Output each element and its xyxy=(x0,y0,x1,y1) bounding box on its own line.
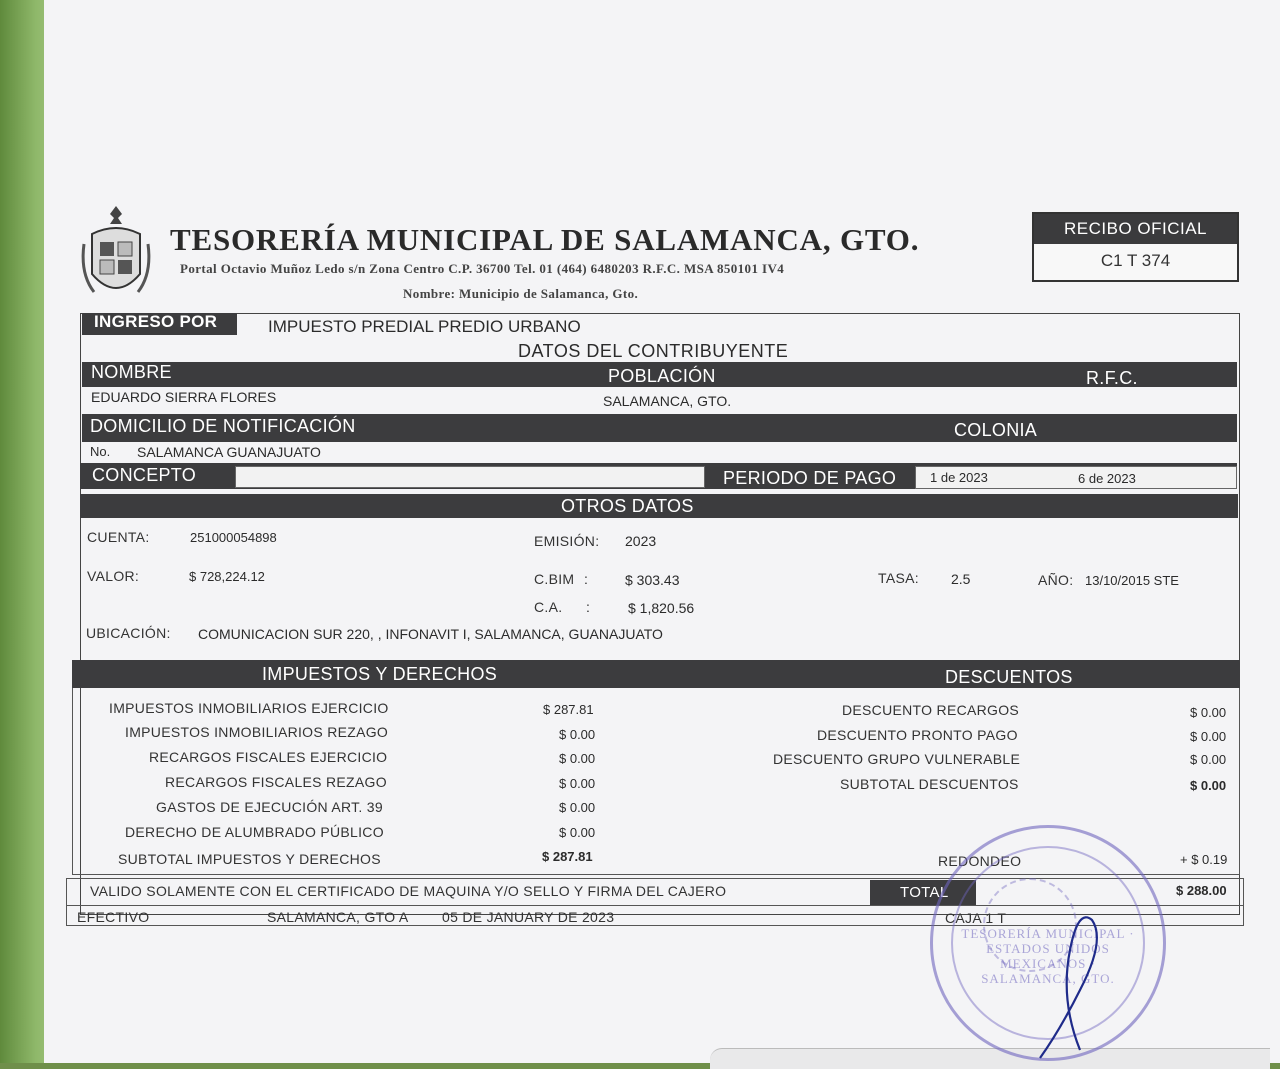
impuesto-row-amount: $ 0.00 xyxy=(559,727,596,742)
impuesto-row-amount: $ 0.00 xyxy=(559,776,596,791)
periodo-fin: 6 de 2023 xyxy=(1078,471,1136,486)
official-receipt-number: C1 T 374 xyxy=(1100,251,1171,270)
descuento-row-label: DESCUENTO GRUPO VULNERABLE xyxy=(773,751,1021,767)
no-label: No. xyxy=(90,444,111,459)
cashier-signature-icon xyxy=(1020,890,1110,1060)
descuentos-subtotal-value: $ 0.00 xyxy=(1190,778,1227,793)
descuento-row-amount: $ 0.00 xyxy=(1190,752,1227,767)
domicilio-value: SALAMANCA GUANAJUATO xyxy=(137,444,321,460)
descuento-row-label: DESCUENTO RECARGOS xyxy=(842,702,1020,718)
descuento-row-label: DESCUENTO PRONTO PAGO xyxy=(817,727,1018,743)
official-receipt-box xyxy=(1032,212,1239,282)
otros-datos-title: OTROS DATOS xyxy=(561,496,694,516)
stamp-text: TESORERÍA MUNICIPAL · ESTADOS UNIDOS MEXICANOS · SALAMANCA, GTO. xyxy=(961,926,1135,986)
rfc-label: R.F.C. xyxy=(1086,368,1138,388)
ingreso-label: INGRESO POR xyxy=(94,312,218,331)
treasury-name-line: Nombre: Municipio de Salamanca, Gto. xyxy=(403,286,639,301)
ubicacion-value: COMUNICACION SUR 220, , INFONAVIT I, SALAMANCA, GUANAJUATO xyxy=(198,626,663,642)
impuesto-row-label: RECARGOS FISCALES EJERCICIO xyxy=(149,749,388,765)
descuentos-title: DESCUENTOS xyxy=(945,667,1073,687)
tasa-label: TASA: xyxy=(878,570,919,586)
cbim-value: $ 303.43 xyxy=(625,572,680,588)
fecha-pago: 05 DE JANUARY DE 2023 xyxy=(442,909,615,925)
impuesto-row-amount: $ 0.00 xyxy=(559,751,596,766)
anio-label: AÑO: xyxy=(1038,572,1074,588)
total-value: $ 288.00 xyxy=(1176,883,1227,898)
tasa-value: 2.5 xyxy=(951,571,971,587)
impuesto-row-label: RECARGOS FISCALES REZAGO xyxy=(165,774,387,790)
emision-label: EMISIÓN: xyxy=(534,533,600,549)
cuenta-value: 251000054898 xyxy=(190,530,277,545)
validez-text: VALIDO SOLAMENTE CON EL CERTIFICADO DE MAQUINA Y/O SELLO Y FIRMA DEL CAJERO xyxy=(90,883,727,899)
periodo-inicio: 1 de 2023 xyxy=(930,470,988,485)
concepto-label: CONCEPTO xyxy=(92,465,197,485)
ca-label: C.A. xyxy=(534,599,563,615)
municipal-crest-icon xyxy=(80,204,152,308)
cbim-label: C.BIM xyxy=(534,571,575,587)
domicilio-label: DOMICILIO DE NOTIFICACIÓN xyxy=(90,416,356,436)
impuesto-row-label: GASTOS DE EJECUCIÓN ART. 39 xyxy=(156,799,383,815)
descuentos-subtotal-label: SUBTOTAL DESCUENTOS xyxy=(840,776,1019,792)
descuento-row-amount: $ 0.00 xyxy=(1190,729,1227,744)
bottom-sheet xyxy=(710,1048,1270,1069)
ingreso-value: IMPUESTO PREDIAL PREDIO URBANO xyxy=(268,317,581,336)
impuesto-row-amount: $ 0.00 xyxy=(559,825,596,840)
lugar-pago: SALAMANCA, GTO A xyxy=(267,909,409,925)
emision-value: 2023 xyxy=(625,533,657,549)
total-label: TOTAL xyxy=(900,884,949,901)
concepto-field xyxy=(235,466,705,488)
nombre-value: EDUARDO SIERRA FLORES xyxy=(91,389,277,405)
impuesto-row-amount: $ 287.81 xyxy=(543,702,594,717)
valor-value: $ 728,224.12 xyxy=(189,569,265,584)
impuestos-subtotal-value: $ 287.81 xyxy=(542,849,593,864)
official-receipt-label: RECIBO OFICIAL xyxy=(1034,214,1237,244)
redondeo-value: + $ 0.19 xyxy=(1180,852,1228,867)
ca-value: $ 1,820.56 xyxy=(628,600,695,616)
impuesto-row-label: IMPUESTOS INMOBILIARIOS REZAGO xyxy=(125,724,389,740)
cbim-separator: : xyxy=(584,571,588,587)
periodo-label: PERIODO DE PAGO xyxy=(723,468,897,488)
ubicacion-label: UBICACIÓN: xyxy=(86,625,171,641)
valor-label: VALOR: xyxy=(87,568,140,584)
nombre-label: NOMBRE xyxy=(91,362,172,382)
colonia-label: COLONIA xyxy=(954,420,1038,440)
ca-separator: : xyxy=(586,599,590,615)
anio-value: 13/10/2015 STE xyxy=(1085,573,1179,588)
impuesto-row-label: IMPUESTOS INMOBILIARIOS EJERCICIO xyxy=(109,700,389,716)
treasury-title: TESORERÍA MUNICIPAL DE SALAMANCA, GTO. xyxy=(170,222,920,257)
redondeo-label: REDONDEO xyxy=(938,853,1022,869)
poblacion-value: SALAMANCA, GTO. xyxy=(603,393,732,409)
caja: CAJA 1 T xyxy=(945,910,1007,926)
contribuyente-title: DATOS DEL CONTRIBUYENTE xyxy=(518,341,789,361)
cuenta-label: CUENTA: xyxy=(87,529,150,545)
poblacion-label: POBLACIÓN xyxy=(608,366,716,386)
forma-pago: EFECTIVO xyxy=(77,909,150,925)
impuestos-title: IMPUESTOS Y DERECHOS xyxy=(262,664,498,684)
descuento-row-amount: $ 0.00 xyxy=(1190,705,1227,720)
impuesto-row-amount: $ 0.00 xyxy=(559,800,596,815)
impuesto-row-label: DERECHO DE ALUMBRADO PÚBLICO xyxy=(125,824,384,840)
treasury-address: Portal Octavio Muñoz Ledo s/n Zona Centro C.P. 36700 Tel. 01 (464) 6480203 R.F.C. MSA 850101 IV4 xyxy=(180,261,785,276)
impuestos-subtotal-label: SUBTOTAL IMPUESTOS Y DERECHOS xyxy=(118,851,381,867)
